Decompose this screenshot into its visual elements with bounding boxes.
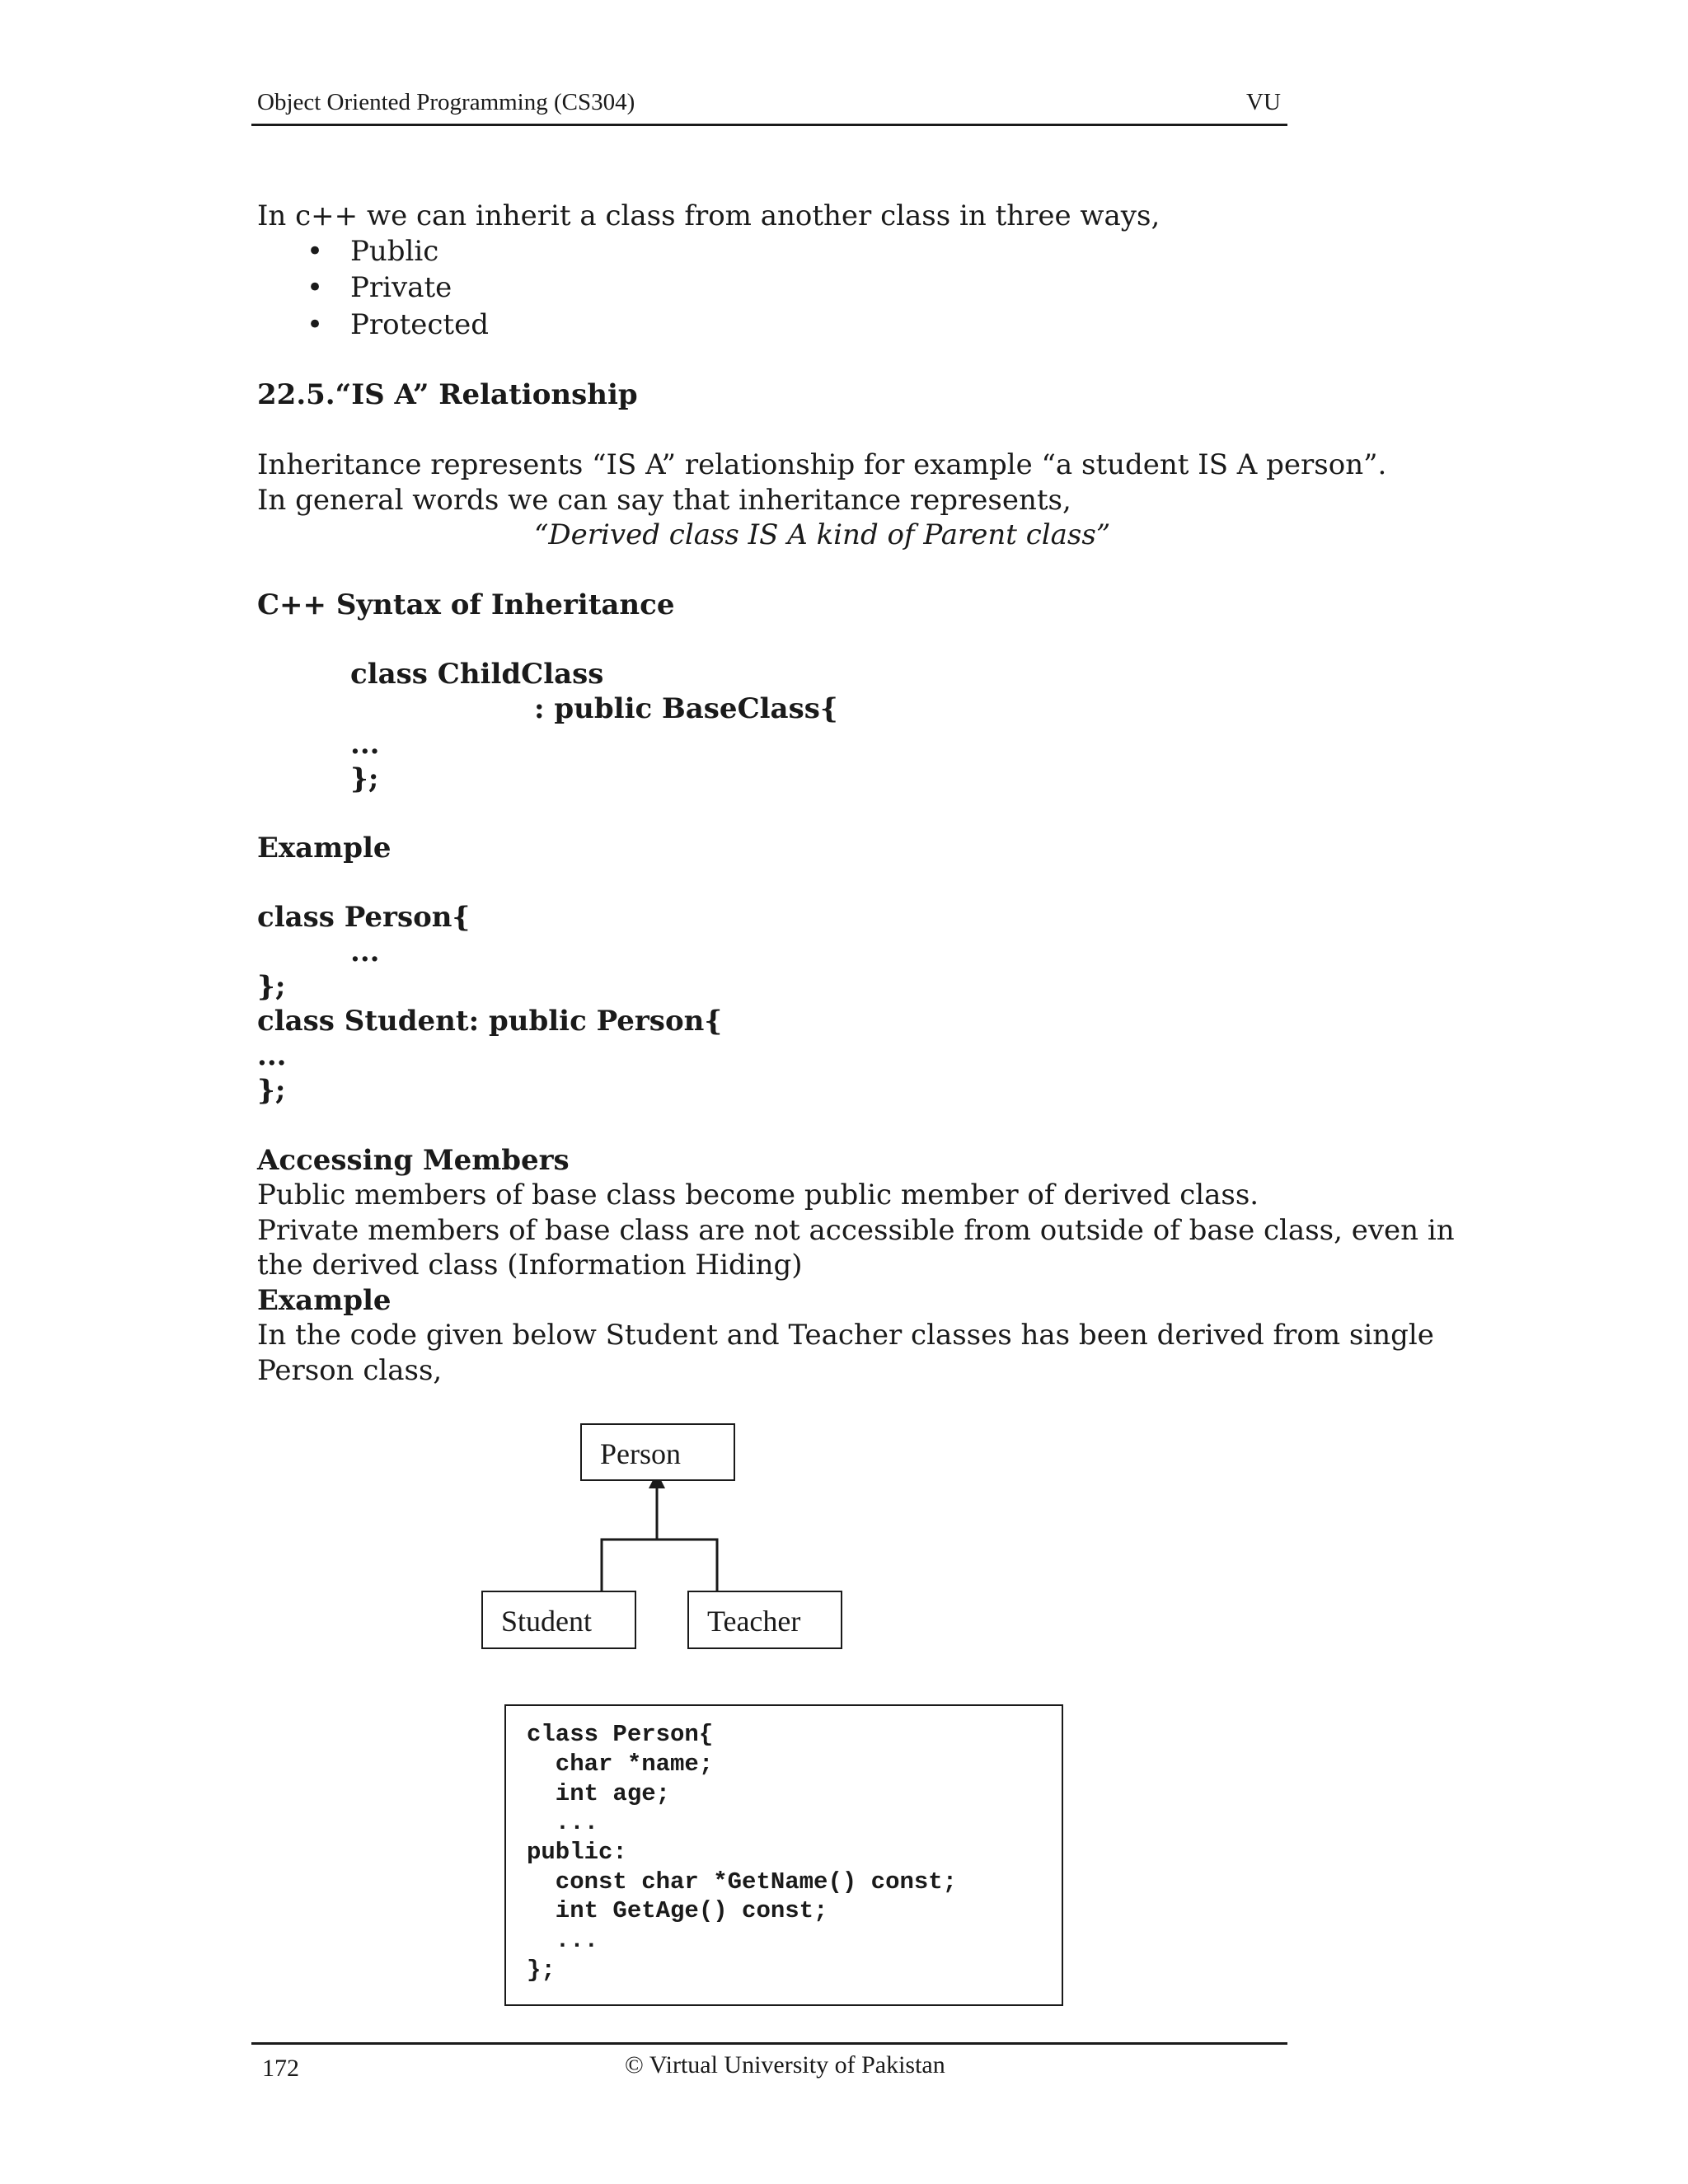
code-line: }; <box>527 1957 556 1984</box>
diagram-box-teacher <box>687 1591 842 1649</box>
example-code-line: class Person{ <box>257 901 471 934</box>
code-box <box>504 1704 1063 2006</box>
example-heading: Example <box>257 832 392 865</box>
header-course-title: Object Oriented Programming (CS304) <box>257 89 635 115</box>
header-vu-label: VU <box>1246 89 1281 115</box>
syntax-heading: C++ Syntax of Inheritance <box>257 588 675 621</box>
para-is-a: Inheritance represents “IS A” relationship for example “a student IS A person”. <box>257 448 1387 481</box>
diagram-label-person: Person <box>600 1437 681 1470</box>
diagram-box-person <box>580 1423 735 1481</box>
example-code-line: ... <box>350 935 380 968</box>
section-heading: 22.5.“IS A” Relationship <box>257 378 638 411</box>
example2-line: Person class, <box>257 1354 443 1387</box>
para-general: In general words we can say that inheritance represents, <box>257 484 1071 517</box>
access-line: the derived class (Information Hiding) <box>257 1249 803 1282</box>
syntax-line: }; <box>350 762 379 795</box>
example-code-line: }; <box>257 1074 286 1107</box>
page-number: 172 <box>262 2055 299 2082</box>
code-line: public: <box>527 1839 627 1866</box>
example-code-line: }; <box>257 970 286 1003</box>
diagram-label-student: Student <box>501 1605 593 1638</box>
bullet-private: Private <box>350 271 452 304</box>
example-code-line: class Student: public Person{ <box>257 1005 723 1038</box>
code-line: ... <box>527 1927 599 1954</box>
diagram-connector <box>602 1540 717 1595</box>
bullet-icon: • <box>307 235 324 268</box>
code-line: const char *GetName() const; <box>527 1868 958 1896</box>
bullet-icon: • <box>307 271 324 304</box>
code-line: ... <box>527 1809 599 1836</box>
bullet-protected: Protected <box>350 308 489 341</box>
code-line: int age; <box>527 1780 671 1807</box>
example2-heading: Example <box>257 1284 392 1317</box>
intro-text: In c++ we can inherit a class from another class in three ways, <box>257 199 1160 232</box>
code-line: char *name; <box>527 1750 714 1778</box>
footer-rule <box>251 2042 1287 2045</box>
diagram-label-teacher: Teacher <box>707 1605 801 1638</box>
example-code-line: ... <box>257 1039 287 1072</box>
syntax-line: : public BaseClass{ <box>534 692 838 725</box>
code-line: class Person{ <box>527 1721 714 1748</box>
code-line: int GetAge() const; <box>527 1897 828 1924</box>
diagram-box-student <box>481 1591 636 1649</box>
quote-text: “Derived class IS A kind of Parent class” <box>534 518 1111 551</box>
access-line: Public members of base class become public member of derived class. <box>257 1179 1259 1212</box>
accessing-heading: Accessing Members <box>257 1144 570 1177</box>
access-line: Private members of base class are not accessible from outside of base class, even in <box>257 1214 1455 1247</box>
bullet-public: Public <box>350 235 439 268</box>
syntax-line: ... <box>350 728 380 761</box>
footer-copyright: © Virtual University of Pakistan <box>625 2051 945 2079</box>
example2-line: In the code given below Student and Teacher classes has been derived from single <box>257 1319 1434 1352</box>
bullet-icon: • <box>307 308 324 341</box>
syntax-line: class ChildClass <box>350 658 604 691</box>
